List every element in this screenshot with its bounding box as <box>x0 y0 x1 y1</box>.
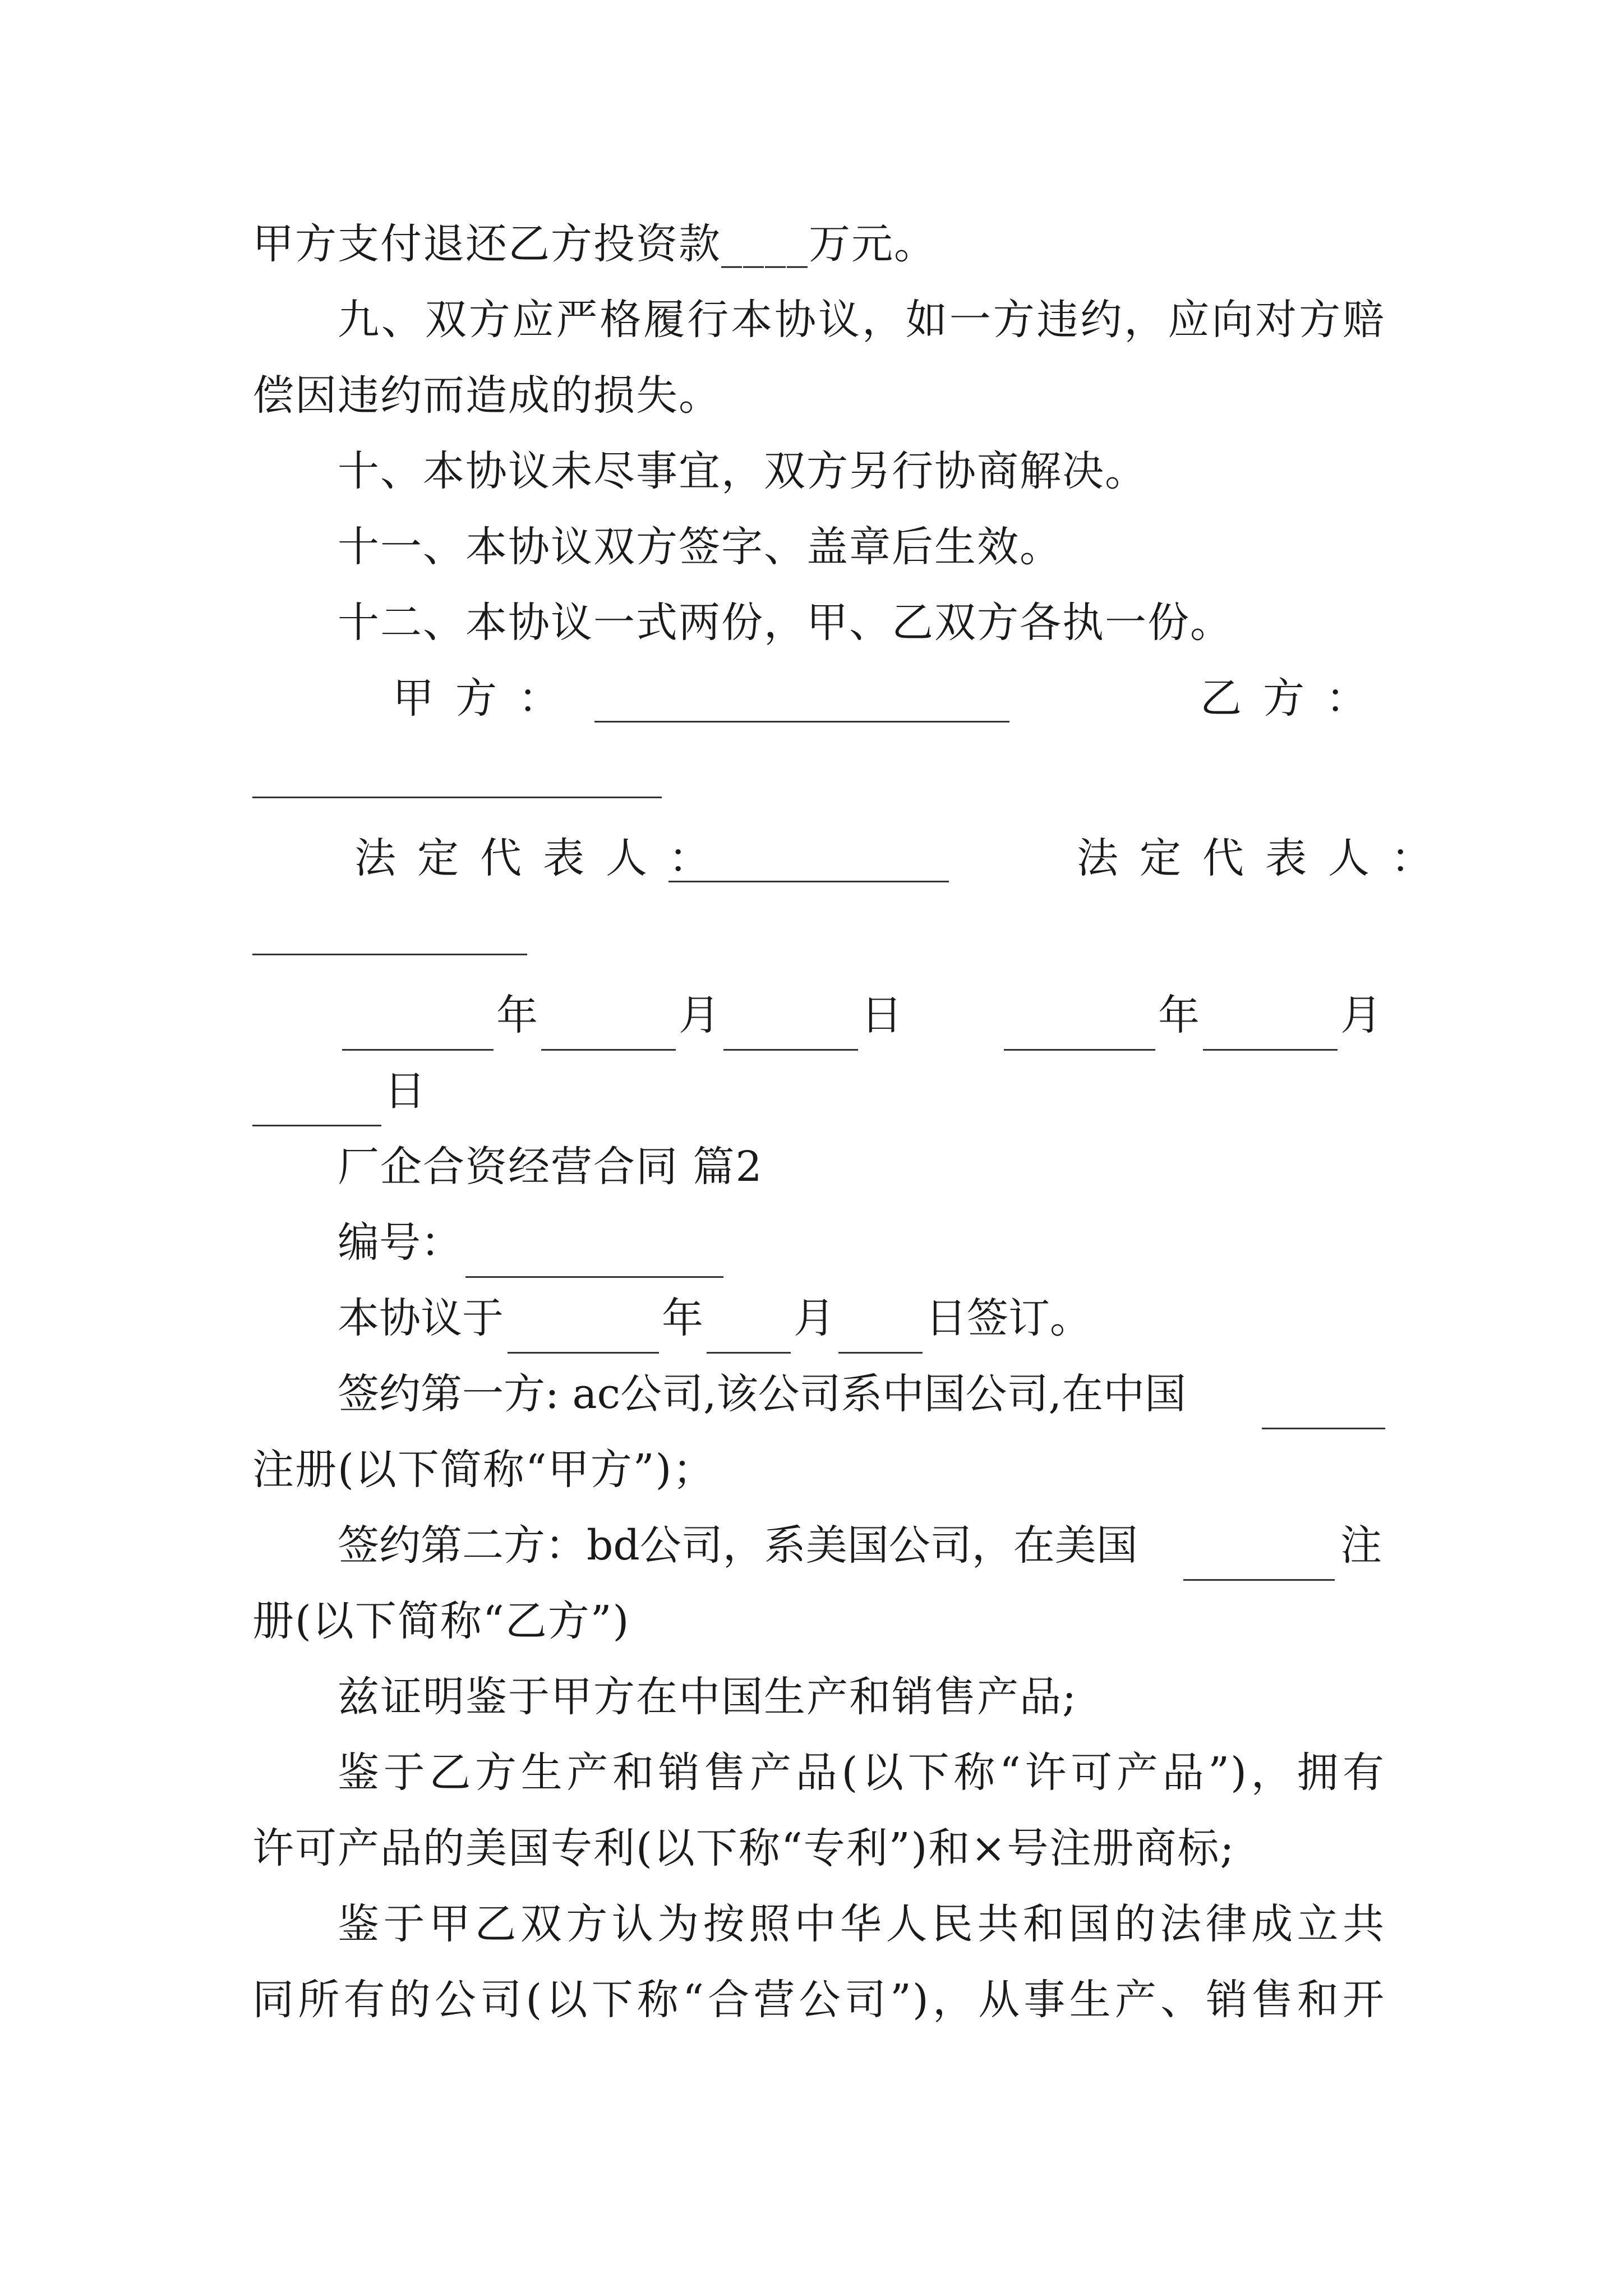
party2-blank <box>1183 1545 1335 1581</box>
signed-month-blank <box>707 1318 791 1354</box>
signed-date-prefix: 本协议于 <box>338 1294 504 1342</box>
date-a-year-blank <box>342 1015 494 1051</box>
party-b-label: 乙方： <box>1200 674 1389 723</box>
party1-line: 签约第一方: ac公司,该公司系中国公司,在中国 <box>338 1370 1187 1418</box>
party2-line: 签约第二方：bd公司，系美国公司，在美国 <box>338 1521 1138 1570</box>
date-b-year-label: 年 <box>1158 991 1200 1039</box>
signed-month-label: 月 <box>794 1294 835 1342</box>
date-a-month-label: 月 <box>679 991 720 1039</box>
party1-line-cont: 注册(以下简称“甲方”)； <box>252 1446 716 1494</box>
party-b-blank <box>252 763 662 798</box>
paragraph-line: 九、双方应严格履行本协议，如一方违约，应向对方赔 <box>338 296 1385 344</box>
party2-suffix: 注 <box>1340 1521 1382 1570</box>
whereas-line-cont: 许可产品的美国专利(以下称“专利”)和×号注册商标; <box>252 1824 1235 1872</box>
whereas-line: 鉴于乙方生产和销售产品(以下称“许可产品”)，拥有 <box>338 1749 1385 1797</box>
date-b-year-blank <box>1004 1015 1155 1051</box>
signed-day-suffix: 日签订。 <box>925 1294 1091 1342</box>
party1-blank <box>1262 1394 1385 1429</box>
legal-rep-label-a: 法定代表人： <box>354 834 731 882</box>
date-a-year-label: 年 <box>496 991 538 1039</box>
date-a-month-blank <box>541 1015 676 1051</box>
number-label: 编号： <box>338 1218 462 1267</box>
legal-rep-blank-b <box>252 920 527 955</box>
date-b-month-blank <box>1203 1015 1338 1051</box>
legal-rep-blank-a <box>668 847 949 882</box>
signed-day-blank <box>838 1318 923 1354</box>
date-a-day-blank <box>723 1015 858 1051</box>
signed-year-blank <box>508 1318 659 1354</box>
paragraph-line: 偿因违约而造成的损失。 <box>252 371 721 420</box>
whereas-line: 鉴于甲乙双方认为按照中华人民共和国的法律成立共 <box>338 1900 1385 1948</box>
whereas-line-cont: 同所有的公司(以下称“合营公司”)，从事生产、销售和开 <box>252 1976 1385 2024</box>
date-b-day-blank <box>252 1091 381 1126</box>
party-a-label: 甲方： <box>393 674 581 723</box>
party-a-blank <box>594 687 1009 723</box>
date-b-day-label: 日 <box>384 1067 426 1115</box>
legal-rep-label-b: 法定代表人： <box>1077 834 1454 882</box>
section-title: 厂企合资经营合同 篇2 <box>338 1143 763 1191</box>
party2-line-cont: 册(以下简称“乙方”) <box>252 1597 630 1645</box>
paragraph-line: 十二、本协议一式两份，甲、乙双方各执一份。 <box>338 599 1233 647</box>
whereas-line: 兹证明鉴于甲方在中国生产和销售产品; <box>338 1673 1077 1721</box>
date-a-day-label: 日 <box>861 991 902 1039</box>
paragraph-line: 十、本协议未尽事宜，双方另行协商解决。 <box>338 447 1147 495</box>
paragraph-line: 十一、本协议双方签字、盖章后生效。 <box>338 523 1062 571</box>
paragraph-line: 甲方支付退还乙方投资款____万元。 <box>252 220 937 268</box>
signed-year-label: 年 <box>662 1294 703 1342</box>
number-blank <box>465 1243 723 1278</box>
date-b-month-label: 月 <box>1340 991 1382 1039</box>
